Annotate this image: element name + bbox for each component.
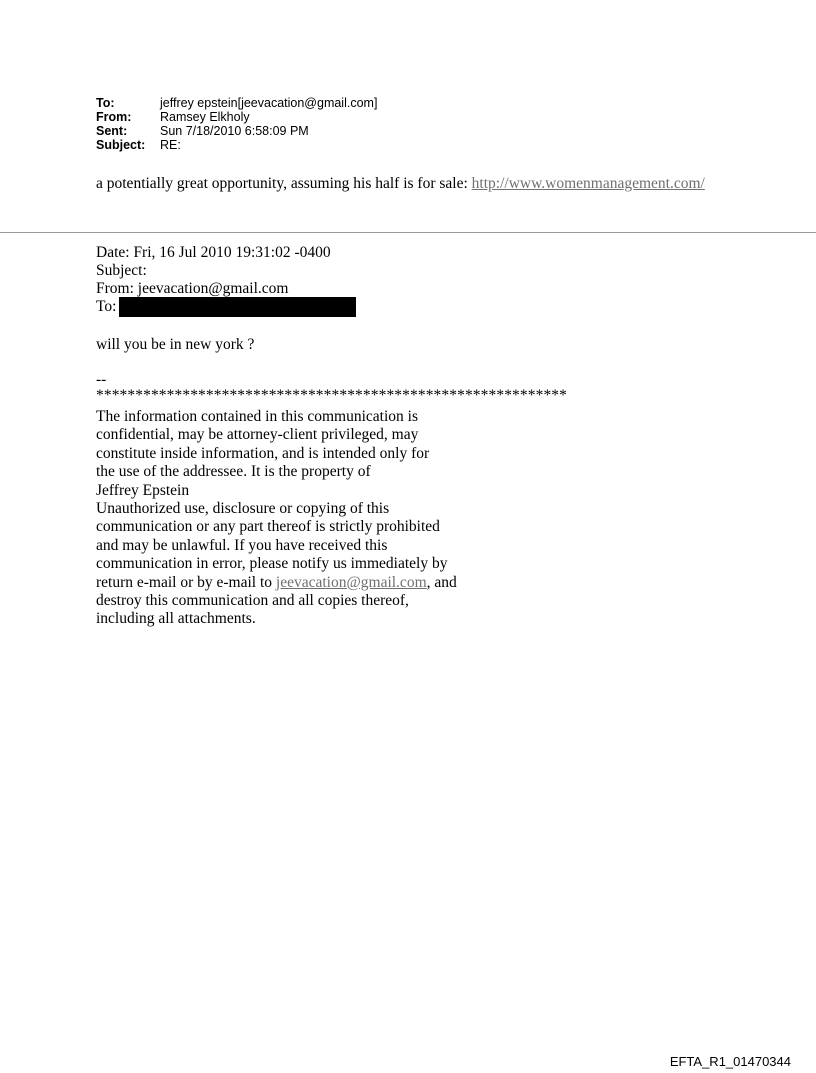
email-header — [96, 96, 377, 152]
disclaimer-line: communication in error, please notify us immediately by — [96, 555, 448, 573]
return-line-prefix: return e-mail or by e-mail to — [96, 573, 276, 591]
message-divider — [0, 232, 816, 233]
disclaimer-line: destroy this communication and all copies thereof, — [96, 591, 409, 609]
header-sent-row — [96, 124, 377, 138]
header-to-value: jeffrey epstein[jeevacation@gmail.com] — [160, 96, 378, 110]
disclaimer-line: Jeffrey Epstein — [96, 481, 190, 499]
email-link[interactable]: jeevacation@gmail.com — [275, 573, 427, 591]
header-from-value: Ramsey Elkholy — [160, 110, 250, 124]
women-management-link[interactable]: http://www.womenmanagement.com/ — [471, 175, 705, 192]
reply-body — [96, 174, 705, 194]
disclaimer-line: confidential, may be attorney-client privileged, may — [96, 426, 419, 444]
signature-stars: ************************************************************ — [96, 387, 567, 404]
original-from: From: jeevacation@gmail.com — [96, 280, 289, 297]
signature-separator: -- — [96, 371, 107, 388]
return-line-suffix: , and — [426, 573, 457, 591]
original-subject: Subject: — [96, 262, 147, 279]
redaction-box — [119, 297, 356, 317]
document-id-footer: EFTA_R1_01470344 — [669, 1054, 791, 1069]
original-to-label: To: — [96, 298, 117, 315]
header-from-label: From: — [96, 110, 132, 124]
original-message-header — [96, 244, 356, 316]
disclaimer-line: communication or any part thereof is strictly prohibited — [96, 518, 440, 536]
disclaimer-line: the use of the addressee. It is the property of — [96, 463, 371, 481]
header-to-row — [96, 96, 377, 110]
header-subject-row — [96, 138, 377, 152]
disclaimer-line: Unauthorized use, disclosure or copying of this — [96, 499, 390, 517]
header-subject-label: Subject: — [96, 138, 146, 152]
header-sent-value: Sun 7/18/2010 6:58:09 PM — [160, 124, 309, 138]
original-date: Date: Fri, 16 Jul 2010 19:31:02 -0400 — [96, 244, 331, 261]
header-from-row — [96, 110, 377, 124]
disclaimer-line: and may be unlawful. If you have received this — [96, 536, 388, 554]
original-to-row — [96, 298, 356, 316]
confidentiality-disclaimer — [96, 408, 457, 629]
header-to-label: To: — [96, 96, 115, 110]
disclaimer-line: The information contained in this communication is — [96, 408, 418, 425]
original-message-body: will you be in new york ? — [96, 336, 255, 353]
disclaimer-line: including all attachments. — [96, 610, 256, 628]
header-sent-label: Sent: — [96, 124, 128, 138]
disclaimer-line: constitute inside information, and is intended only for — [96, 444, 430, 462]
reply-text: a potentially great opportunity, assuming his half is for sale: — [96, 175, 472, 192]
disclaimer-return-line — [96, 574, 457, 592]
header-subject-value: RE: — [160, 138, 181, 152]
